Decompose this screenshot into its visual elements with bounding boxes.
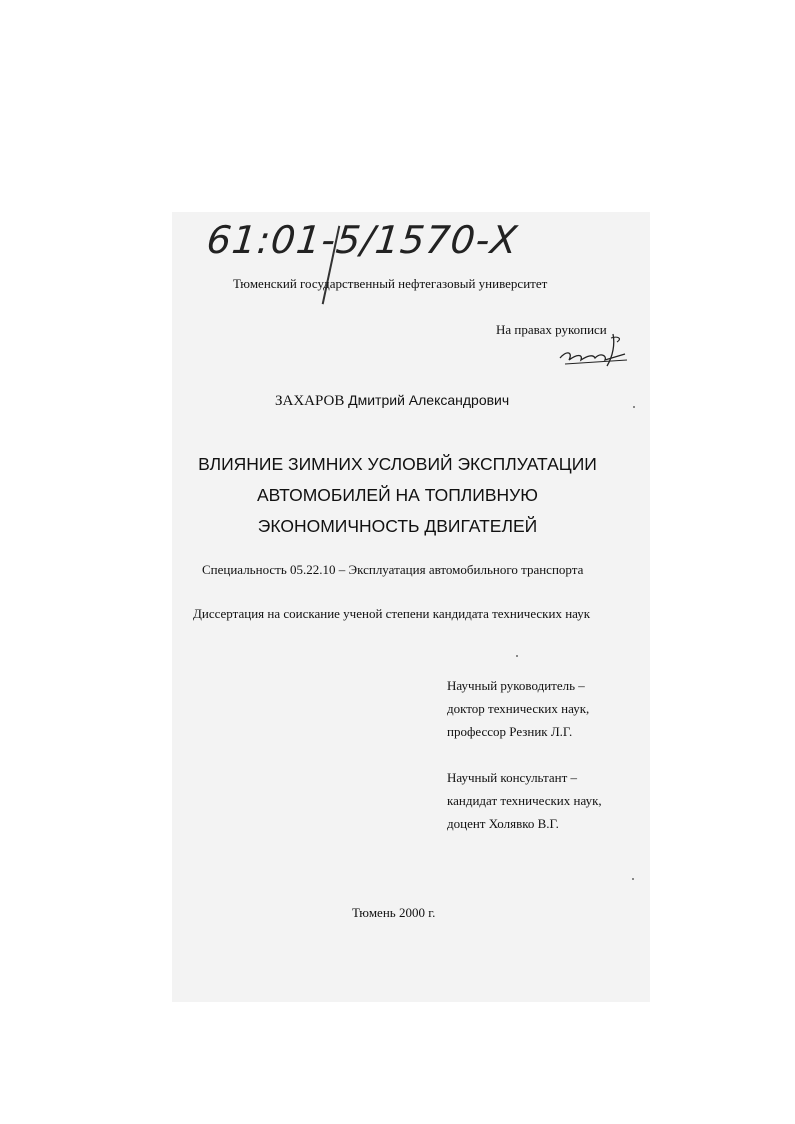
author-given-names: Дмитрий Александрович: [348, 392, 510, 408]
dissertation-degree-line: Диссертация на соискание ученой степени кандидата технических наук: [193, 606, 591, 621]
city-and-year: Тюмень 2000 г.: [352, 905, 436, 920]
title-line: АВТОМОБИЛЕЙ НА ТОПЛИВНУЮ: [257, 485, 538, 505]
dissertation-title: [160, 449, 635, 542]
handwritten-signature: [555, 330, 635, 370]
scan-speck: [516, 655, 518, 657]
author-surname: ЗАХАРОВ: [275, 393, 345, 409]
advisor-name: профессор Резник Л.Г.: [447, 724, 573, 739]
scientific-advisor-block: [447, 674, 589, 743]
specialty-line: Специальность 05.22.10 – Эксплуатация автомобильного транспорта: [202, 562, 584, 577]
author-name: [275, 392, 509, 410]
university-name: Тюменский государственный нефтегазовый университет: [233, 276, 548, 291]
scan-speck: [633, 406, 635, 408]
scan-speck: [632, 878, 634, 880]
manuscript-rights-note: На правах рукописи: [496, 322, 607, 337]
consultant-name: доцент Холявко В.Г.: [447, 816, 559, 831]
title-line: ЭКОНОМИЧНОСТЬ ДВИГАТЕЛЕЙ: [257, 516, 538, 536]
title-line: ВЛИЯНИЕ ЗИМНИХ УСЛОВИЙ ЭКСПЛУАТАЦИИ: [198, 454, 597, 474]
consultant-degree: кандидат технических наук,: [447, 793, 602, 808]
advisor-role: Научный руководитель –: [447, 678, 585, 693]
scientific-consultant-block: [447, 766, 602, 835]
consultant-role: Научный консультант –: [447, 770, 577, 785]
archive-stamp-code: 61:01-5/1570-Х: [204, 218, 520, 262]
advisor-degree: доктор технических наук,: [447, 701, 590, 716]
